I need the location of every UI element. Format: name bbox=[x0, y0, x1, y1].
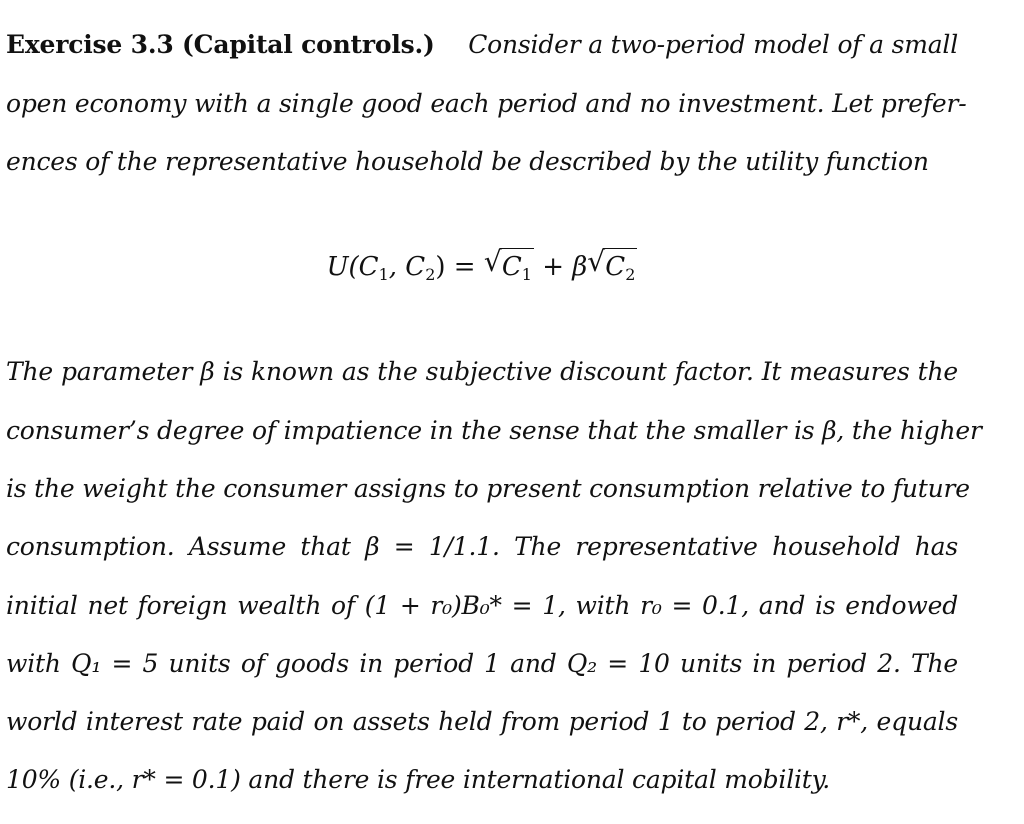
sqrt-c2: √ $C_2$ bbox=[587, 248, 637, 293]
sqrt-c1-sub: 1 bbox=[521, 265, 532, 284]
paragraph-line-6: with Q₁ = 5 units of goods in period 1 and Q₂ = 10 units in period 2. The bbox=[6, 649, 958, 678]
paragraph-line-5: initial net foreign wealth of (1 + r₀)B₀* = 1, with r₀ = 0.1, and is endowed bbox=[6, 591, 958, 620]
equation-sub-1: 1 bbox=[378, 265, 389, 284]
paragraph-line-7: world interest rate paid on assets held from period 1 to period 2, r*, equals bbox=[6, 707, 958, 736]
exercise-line-2: open economy with a single good each period and no investment. Let prefer- bbox=[6, 89, 967, 118]
equation-lhs: U(C bbox=[326, 252, 379, 282]
equation-sub-2: 2 bbox=[425, 265, 436, 284]
paragraph-line-3: is the weight the consumer assigns to present consumption relative to future bbox=[6, 474, 970, 503]
utility-equation bbox=[0, 245, 964, 293]
exercise-intro-text: Consider a two-period model of a small bbox=[468, 30, 958, 59]
paragraph-line-4: consumption. Assume that β = 1/1.1. The representative household has bbox=[6, 532, 958, 561]
equation-close: ) = bbox=[435, 252, 484, 282]
exercise-line-3: ences of the representative household be described by the utility function bbox=[6, 147, 929, 176]
exercise-line-1 bbox=[6, 30, 958, 60]
radical-sign: √ bbox=[587, 245, 606, 278]
equation-plus-beta: + β bbox=[533, 252, 588, 282]
exercise-heading: Exercise 3.3 (Capital controls.) bbox=[6, 30, 435, 59]
paragraph-line-8: 10% (i.e., r* = 0.1) and there is free international capital mobility. bbox=[6, 765, 830, 794]
paragraph-line-1: The parameter β is known as the subjective discount factor. It measures the bbox=[6, 357, 958, 386]
sqrt-c2-sub: 2 bbox=[625, 265, 636, 284]
radical-sign: √ bbox=[483, 245, 502, 278]
sqrt-c1: √ $C_1$ bbox=[484, 248, 534, 293]
equation-comma: , C bbox=[388, 252, 426, 282]
paragraph-line-2: consumer’s degree of impatience in the sense that the smaller is β, the higher bbox=[6, 416, 982, 445]
